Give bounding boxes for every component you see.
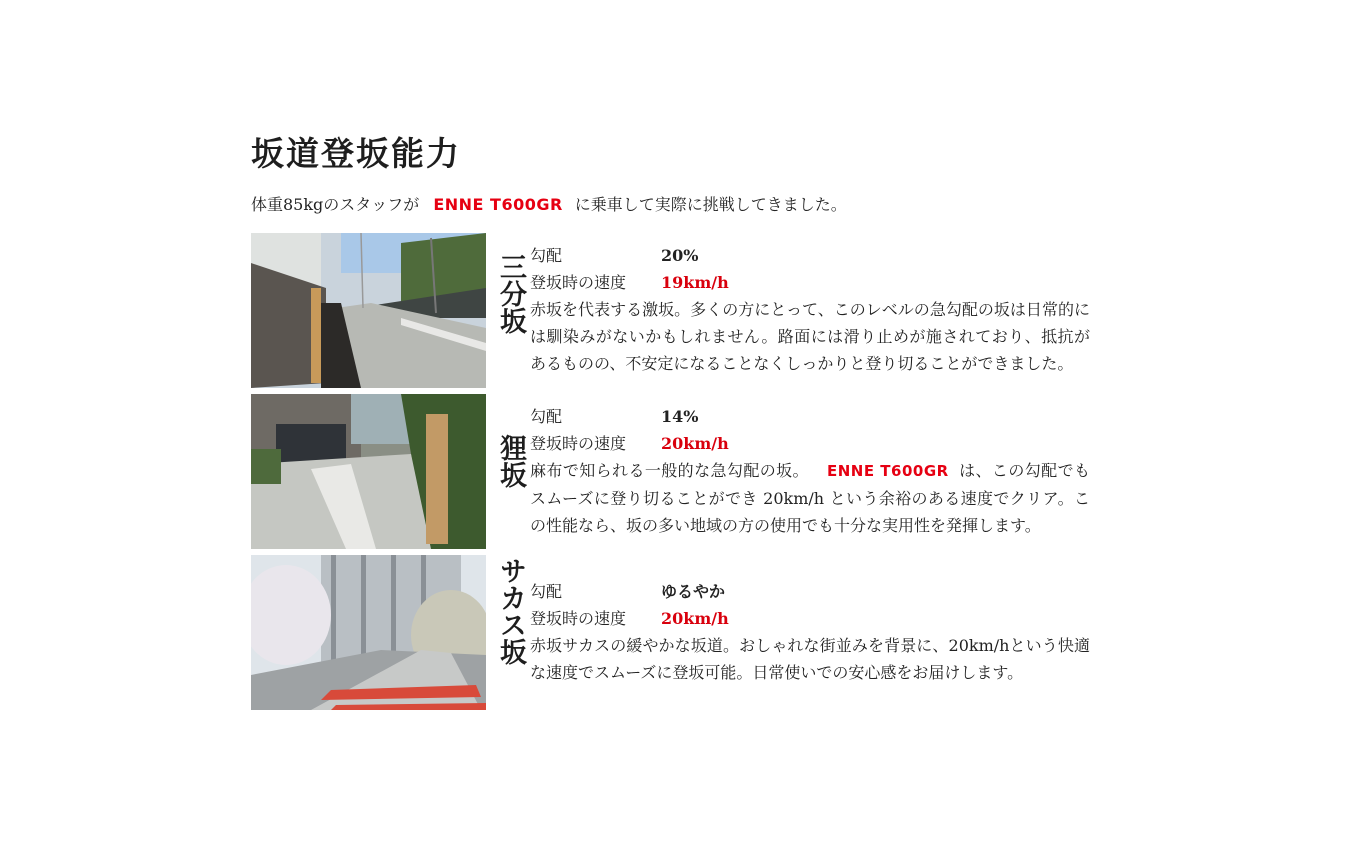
speed-label: 登坂時の速度 [530,273,627,292]
slope-info [530,578,1090,686]
page-title: 坂道登坂能力 [251,134,461,173]
slope-photo-sacaszaka [251,555,486,710]
street-photo-image [251,233,486,388]
description-after: は、この勾配でもスムーズに登り切ることができ 20km/h という余裕のある速度でクリア。この性能なら、坂の多い地域の方の使用でも十分な実用性を発揮します。 [530,461,1090,535]
speed-row [530,605,1090,632]
slope-section-sanbunzaka [251,233,1091,388]
speed-value: 19km/h [661,273,729,292]
gradient-label: 勾配 [530,407,563,426]
intro-text [251,193,847,217]
slope-description [530,457,1090,539]
gradient-value: ゆるやか [661,582,726,601]
description-before: 麻布で知られる一般的な急勾配の坂。 [530,461,809,480]
intro-before: 体重85kgのスタッフが [251,195,420,214]
slope-description: 赤坂サカスの緩やかな坂道。おしゃれな街並みを背景に、20km/hという快適な速度でスムーズに登坂可能。日常使いでの安心感をお届けします。 [530,636,1090,682]
brand-name: ENNE T600GR [826,462,949,480]
slope-photo-tanukizaka [251,394,486,549]
slope-photo-sanbunzaka [251,233,486,388]
slope-section-tanukizaka [251,394,1091,549]
slope-name: 狸坂 [495,434,526,488]
slope-info [530,403,1090,539]
street-photo-image [251,394,486,549]
speed-value: 20km/h [661,434,729,453]
speed-row [530,430,1090,457]
gradient-value: 20% [661,246,699,265]
slope-name: 三分坂 [495,253,526,334]
slope-section-sacaszaka [251,555,1091,710]
slope-info [530,242,1090,377]
gradient-row [530,403,1090,430]
speed-row [530,269,1090,296]
intro-after: に乗車して実際に挑戦してきました。 [574,195,847,214]
brand-name: ENNE T600GR [433,195,563,214]
gradient-row [530,242,1090,269]
gradient-value: 14% [661,407,699,426]
slope-name: サカス坂 [495,557,526,665]
street-photo-image [251,555,486,710]
gradient-label: 勾配 [530,582,563,601]
speed-label: 登坂時の速度 [530,609,627,628]
speed-value: 20km/h [661,609,729,628]
speed-label: 登坂時の速度 [530,434,627,453]
slope-description: 赤坂を代表する激坂。多くの方にとって、このレベルの急勾配の坂は日常的には馴染みがないかもしれません。路面には滑り止めが施されており、抵抗があるものの、不安定になることなくしっかりと登り切ることができました。 [530,300,1090,373]
gradient-row [530,578,1090,605]
gradient-label: 勾配 [530,246,563,265]
